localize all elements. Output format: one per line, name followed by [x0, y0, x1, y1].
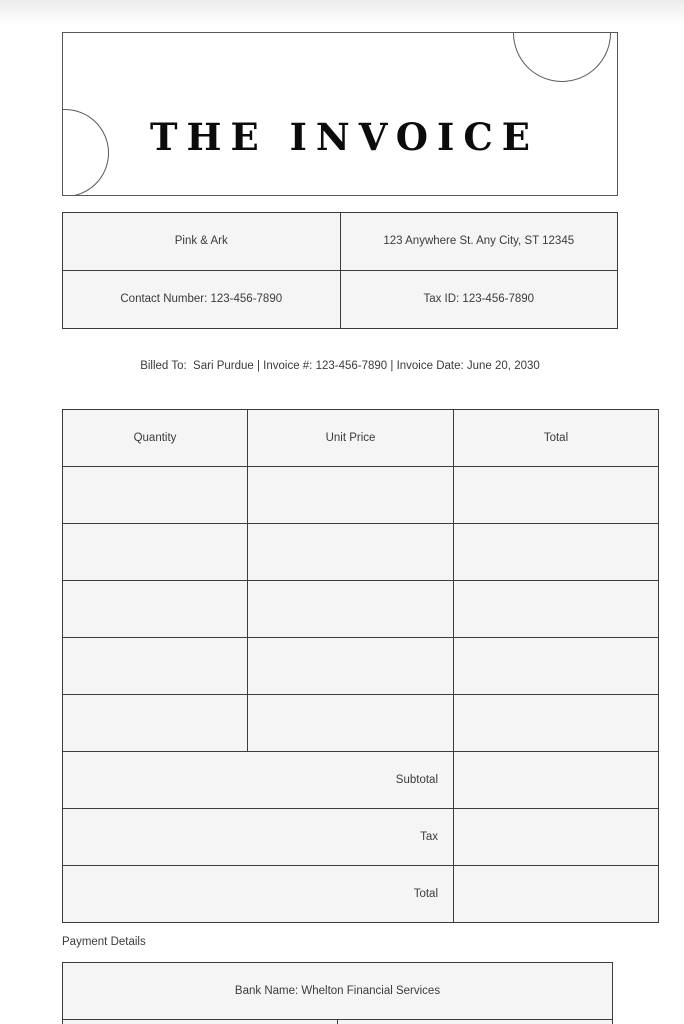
subtotal-value[interactable]: [454, 752, 659, 809]
table-row: [63, 524, 659, 581]
summary-row-subtotal: [63, 752, 659, 809]
table-row: [63, 467, 659, 524]
company-info-table: [62, 212, 618, 329]
summary-row-tax: [63, 809, 659, 866]
invoice-header-box: [62, 32, 618, 196]
circle-outline-icon: [513, 32, 611, 82]
line-items-table: [62, 409, 659, 923]
payment-details-label: Payment Details: [62, 936, 146, 948]
column-header-unit-price: Unit Price: [248, 410, 454, 467]
page-title: THE INVOICE: [150, 115, 539, 159]
company-name-cell: Pink & Ark: [63, 213, 341, 271]
table-row: [63, 638, 659, 695]
total-label: Total: [63, 866, 454, 923]
table-row: [63, 213, 618, 271]
item-quantity-cell[interactable]: [63, 695, 248, 752]
item-quantity-cell[interactable]: [63, 467, 248, 524]
item-quantity-cell[interactable]: [63, 524, 248, 581]
item-total-cell[interactable]: [454, 467, 659, 524]
subtotal-label: Subtotal: [63, 752, 454, 809]
tax-label: Tax: [63, 809, 454, 866]
column-header-total: Total: [454, 410, 659, 467]
table-row: [63, 581, 659, 638]
item-quantity-cell[interactable]: [63, 581, 248, 638]
item-total-cell[interactable]: [454, 524, 659, 581]
item-unit-price-cell[interactable]: [248, 524, 454, 581]
table-header-row: [63, 410, 659, 467]
column-header-quantity: Quantity: [63, 410, 248, 467]
item-unit-price-cell[interactable]: [248, 581, 454, 638]
company-contact-cell: Contact Number: 123-456-7890: [63, 271, 341, 329]
item-unit-price-cell[interactable]: [248, 638, 454, 695]
item-quantity-cell[interactable]: [63, 638, 248, 695]
table-row: [63, 271, 618, 329]
company-taxid-cell: Tax ID: 123-456-7890: [340, 271, 618, 329]
payment-detail-cell-left[interactable]: [63, 1020, 338, 1024]
billed-to-line: Billed To: Sari Purdue | Invoice #: 123-456-7890 | Invoice Date: June 20, 2030: [140, 360, 540, 372]
payment-detail-cell-right[interactable]: [338, 1020, 613, 1024]
tax-value[interactable]: [454, 809, 659, 866]
item-unit-price-cell[interactable]: [248, 467, 454, 524]
company-address-cell: 123 Anywhere St. Any City, ST 12345: [340, 213, 618, 271]
page-top-gradient: [0, 0, 684, 26]
total-value[interactable]: [454, 866, 659, 923]
item-unit-price-cell[interactable]: [248, 695, 454, 752]
bank-name-cell: Bank Name: Whelton Financial Services: [63, 963, 613, 1020]
payment-details-table: [62, 962, 613, 1024]
item-total-cell[interactable]: [454, 581, 659, 638]
summary-row-total: [63, 866, 659, 923]
table-row: [63, 963, 613, 1020]
item-total-cell[interactable]: [454, 695, 659, 752]
table-row: [63, 695, 659, 752]
item-total-cell[interactable]: [454, 638, 659, 695]
table-row: [63, 1020, 613, 1024]
